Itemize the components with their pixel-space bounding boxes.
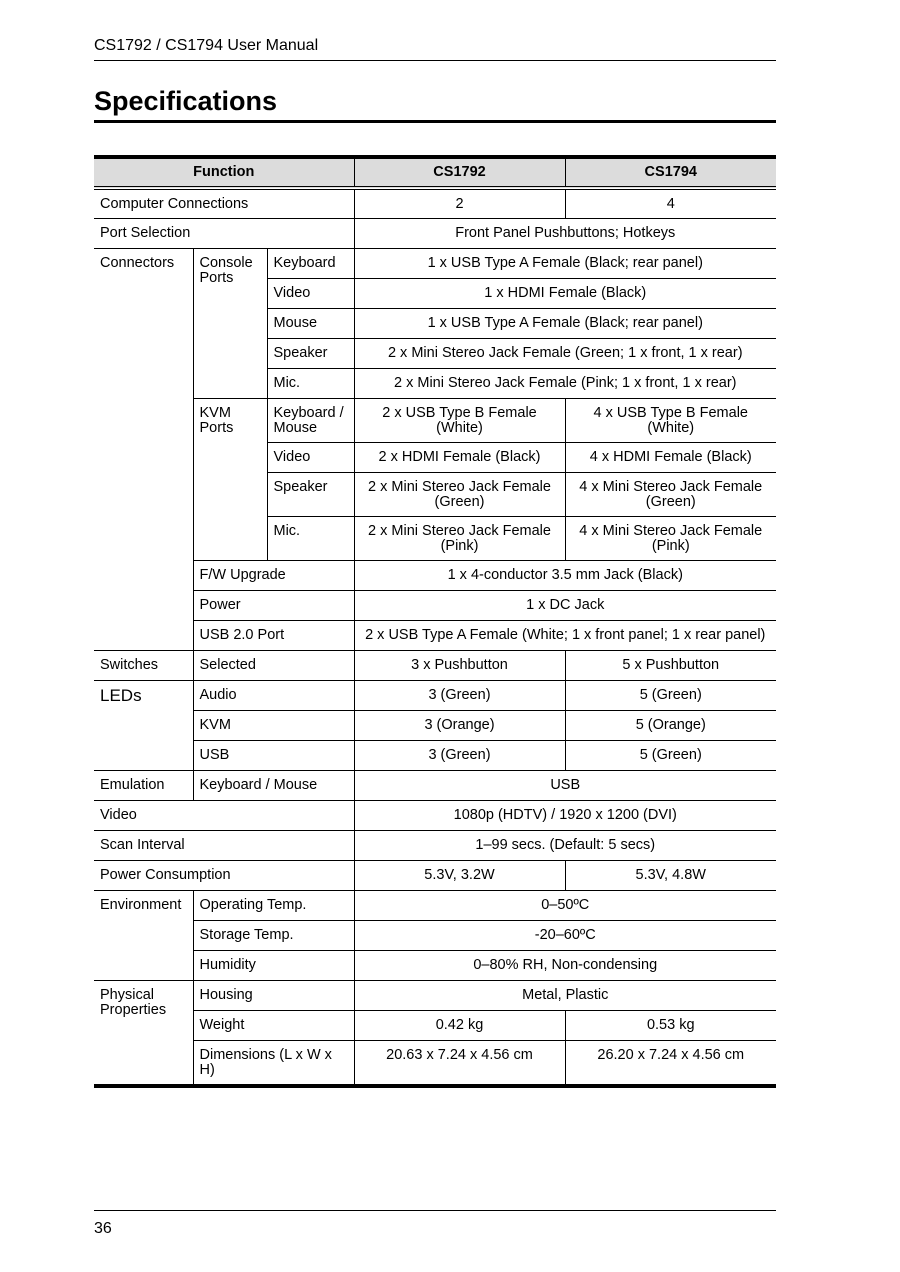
cell-label: Power (193, 591, 354, 621)
cell-value: Front Panel Pushbuttons; Hotkeys (354, 219, 776, 249)
cell-cs1794: 4 x HDMI Female (Black) (565, 443, 776, 473)
cell-label: Video (94, 801, 354, 831)
cell-switches-label: Switches (94, 651, 193, 681)
cell-label: Keyboard / Mouse (267, 399, 354, 443)
cell-value: 0–50ºC (354, 891, 776, 921)
cell-label: Audio (193, 681, 354, 711)
cell-cs1794: 5 x Pushbutton (565, 651, 776, 681)
row-operating-temp (94, 891, 776, 921)
cell-cs1792: 2 x USB Type B Female (White) (354, 399, 565, 443)
row-usb-port (94, 621, 776, 651)
row-console-keyboard (94, 249, 776, 279)
cell-value: 1 x 4-conductor 3.5 mm Jack (Black) (354, 561, 776, 591)
row-power-consumption (94, 861, 776, 891)
cell-label: Speaker (267, 473, 354, 517)
cell-value: 1 x HDMI Female (Black) (354, 279, 776, 309)
cell-physical-label: Physical Properties (94, 981, 193, 1087)
row-leds-audio (94, 681, 776, 711)
cell-cs1792: 2 x Mini Stereo Jack Female (Pink) (354, 517, 565, 561)
row-emulation (94, 771, 776, 801)
cell-value: 1–99 secs. (Default: 5 secs) (354, 831, 776, 861)
cell-label: Mic. (267, 517, 354, 561)
cell-label: Scan Interval (94, 831, 354, 861)
cell-label: Video (267, 443, 354, 473)
cell-cs1792: 2 x Mini Stereo Jack Female (Green) (354, 473, 565, 517)
cell-environment-label: Environment (94, 891, 193, 981)
cell-cs1794: 4 (565, 188, 776, 219)
cell-cs1792: 3 (Orange) (354, 711, 565, 741)
header-function: Function (94, 157, 354, 188)
cell-leds-label: LEDs (94, 681, 193, 771)
row-dimensions (94, 1041, 776, 1087)
specifications-table (94, 155, 776, 1088)
cell-label: Weight (193, 1011, 354, 1041)
row-power (94, 591, 776, 621)
running-header: CS1792 / CS1794 User Manual (94, 36, 776, 61)
cell-value: 1 x USB Type A Female (Black; rear panel) (354, 249, 776, 279)
cell-label: Storage Temp. (193, 921, 354, 951)
row-video (94, 801, 776, 831)
cell-emulation-label: Emulation (94, 771, 193, 801)
row-humidity (94, 951, 776, 981)
cell-label: Computer Connections (94, 188, 354, 219)
cell-label: Power Consumption (94, 861, 354, 891)
cell-label: Speaker (267, 339, 354, 369)
cell-value: 1 x DC Jack (354, 591, 776, 621)
cell-cs1794: 5 (Green) (565, 681, 776, 711)
cell-value: 2 x USB Type A Female (White; 1 x front panel; 1 x rear panel) (354, 621, 776, 651)
cell-cs1794: 4 x USB Type B Female (White) (565, 399, 776, 443)
cell-cs1794: 0.53 kg (565, 1011, 776, 1041)
cell-label: Dimensions (L x W x H) (193, 1041, 354, 1087)
cell-console-ports-label: Console Ports (193, 249, 267, 399)
cell-label: KVM (193, 711, 354, 741)
cell-cs1792: 20.63 x 7.24 x 4.56 cm (354, 1041, 565, 1087)
cell-value: 0–80% RH, Non-condensing (354, 951, 776, 981)
cell-label: Housing (193, 981, 354, 1011)
cell-cs1792: 2 x HDMI Female (Black) (354, 443, 565, 473)
row-leds-kvm (94, 711, 776, 741)
table-header-row (94, 157, 776, 188)
cell-value: 2 x Mini Stereo Jack Female (Pink; 1 x front, 1 x rear) (354, 369, 776, 399)
cell-kvm-ports-label: KVM Ports (193, 399, 267, 561)
header-cs1794: CS1794 (565, 157, 776, 188)
cell-value: USB (354, 771, 776, 801)
row-fw-upgrade (94, 561, 776, 591)
cell-label: Video (267, 279, 354, 309)
cell-value: Metal, Plastic (354, 981, 776, 1011)
row-storage-temp (94, 921, 776, 951)
cell-cs1792: 3 x Pushbutton (354, 651, 565, 681)
cell-label: Mic. (267, 369, 354, 399)
cell-label: Keyboard (267, 249, 354, 279)
row-housing (94, 981, 776, 1011)
cell-value: -20–60ºC (354, 921, 776, 951)
cell-value: 1 x USB Type A Female (Black; rear panel) (354, 309, 776, 339)
row-leds-usb (94, 741, 776, 771)
row-scan-interval (94, 831, 776, 861)
cell-cs1794: 5.3V, 4.8W (565, 861, 776, 891)
cell-label: Mouse (267, 309, 354, 339)
cell-cs1792: 3 (Green) (354, 681, 565, 711)
row-port-selection (94, 219, 776, 249)
row-computer-connections (94, 188, 776, 219)
cell-label: USB 2.0 Port (193, 621, 354, 651)
row-weight (94, 1011, 776, 1041)
cell-label: Port Selection (94, 219, 354, 249)
cell-cs1792: 3 (Green) (354, 741, 565, 771)
row-kvm-keyboard-mouse (94, 399, 776, 443)
page-title: Specifications (94, 84, 776, 123)
cell-label: USB (193, 741, 354, 771)
cell-cs1794: 5 (Green) (565, 741, 776, 771)
cell-cs1792: 0.42 kg (354, 1011, 565, 1041)
cell-label: Humidity (193, 951, 354, 981)
cell-cs1794: 26.20 x 7.24 x 4.56 cm (565, 1041, 776, 1087)
cell-label: Operating Temp. (193, 891, 354, 921)
cell-label: F/W Upgrade (193, 561, 354, 591)
cell-cs1794: 5 (Orange) (565, 711, 776, 741)
cell-label: Selected (193, 651, 354, 681)
cell-value: 2 x Mini Stereo Jack Female (Green; 1 x front, 1 x rear) (354, 339, 776, 369)
header-cs1792: CS1792 (354, 157, 565, 188)
cell-connectors-label: Connectors (94, 249, 193, 651)
cell-label: Keyboard / Mouse (193, 771, 354, 801)
cell-cs1794: 4 x Mini Stereo Jack Female (Pink) (565, 517, 776, 561)
cell-value: 1080p (HDTV) / 1920 x 1200 (DVI) (354, 801, 776, 831)
row-switches-selected (94, 651, 776, 681)
cell-cs1794: 4 x Mini Stereo Jack Female (Green) (565, 473, 776, 517)
page-number: 36 (94, 1210, 776, 1239)
cell-cs1792: 2 (354, 188, 565, 219)
cell-cs1792: 5.3V, 3.2W (354, 861, 565, 891)
